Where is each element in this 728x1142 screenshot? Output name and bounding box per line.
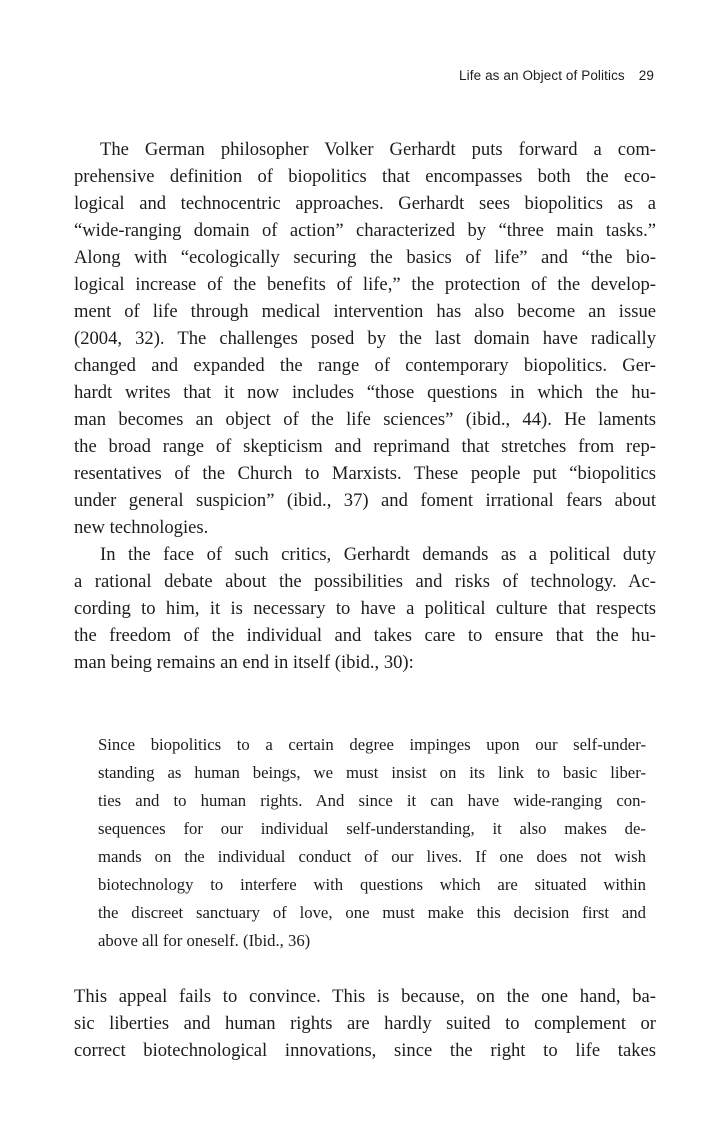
- text-line: the broad range of skepticism and reprimand that stretches from rep-: [74, 436, 656, 457]
- paragraph-1: [74, 136, 656, 676]
- text-line: sic liberties and human rights are hardly suited to complement or: [74, 1013, 656, 1034]
- text-line: correct biotechnological innovations, since the right to life takes: [74, 1040, 656, 1061]
- text-line: under general suspicion” (ibid., 37) and foment irrational fears about: [74, 490, 656, 511]
- text-line: hardt writes that it now includes “those questions in which the hu-: [74, 382, 656, 403]
- quote-line: standing as human beings, we must insist on its link to basic liber-: [98, 763, 646, 782]
- quote-line: sequences for our individual self-understanding, it also makes de-: [98, 819, 646, 838]
- text-line: resentatives of the Church to Marxists. These people put “biopolitics: [74, 463, 656, 484]
- text-line: logical and technocentric approaches. Gerhardt sees biopolitics as a: [74, 193, 656, 214]
- running-head: [459, 68, 654, 83]
- page-number: 29: [638, 68, 654, 83]
- text-line: new technologies.: [74, 517, 209, 538]
- running-title: Life as an Object of Politics: [459, 68, 625, 83]
- text-line: (2004, 32). The challenges posed by the last domain have radically: [74, 328, 656, 349]
- text-line: prehensive definition of biopolitics that encompasses both the eco-: [74, 166, 656, 187]
- text-line: Along with “ecologically securing the basics of life” and “the bio-: [74, 247, 656, 268]
- quote-line: ties and to human rights. And since it can have wide-ranging con-: [98, 791, 646, 810]
- text-line: cording to him, it is necessary to have a political culture that respects: [74, 598, 656, 619]
- text-line: the freedom of the individual and takes care to ensure that the hu-: [74, 625, 656, 646]
- text-line: a rational debate about the possibilities and risks of technology. Ac-: [74, 571, 656, 592]
- quote-line: above all for oneself. (Ibid., 36): [98, 931, 311, 950]
- quote-line: the discreet sanctuary of love, one must make this decision first and: [98, 903, 646, 922]
- quote-line: biotechnology to interfere with questions which are situated within: [98, 875, 646, 894]
- text-line: man becomes an object of the life sciences” (ibid., 44). He laments: [74, 409, 656, 430]
- block-quote: [98, 731, 646, 955]
- text-line: man being remains an end in itself (ibid., 30):: [74, 652, 414, 673]
- quote-line: mands on the individual conduct of our lives. If one does not wish: [98, 847, 646, 866]
- paragraph-3: [74, 983, 656, 1064]
- text-line: logical increase of the benefits of life,” the protection of the develop-: [74, 274, 656, 295]
- text-line: In the face of such critics, Gerhardt demands as a political duty: [100, 544, 656, 565]
- quote-line: Since biopolitics to a certain degree impinges upon our self-under-: [98, 735, 646, 754]
- text-line: This appeal fails to convince. This is because, on the one hand, ba-: [74, 986, 656, 1007]
- text-line: ment of life through medical intervention has also become an issue: [74, 301, 656, 322]
- text-line: The German philosopher Volker Gerhardt puts forward a com-: [100, 139, 656, 160]
- text-line: “wide-ranging domain of action” characterized by “three main tasks.”: [74, 220, 656, 241]
- text-line: changed and expanded the range of contemporary biopolitics. Ger-: [74, 355, 656, 376]
